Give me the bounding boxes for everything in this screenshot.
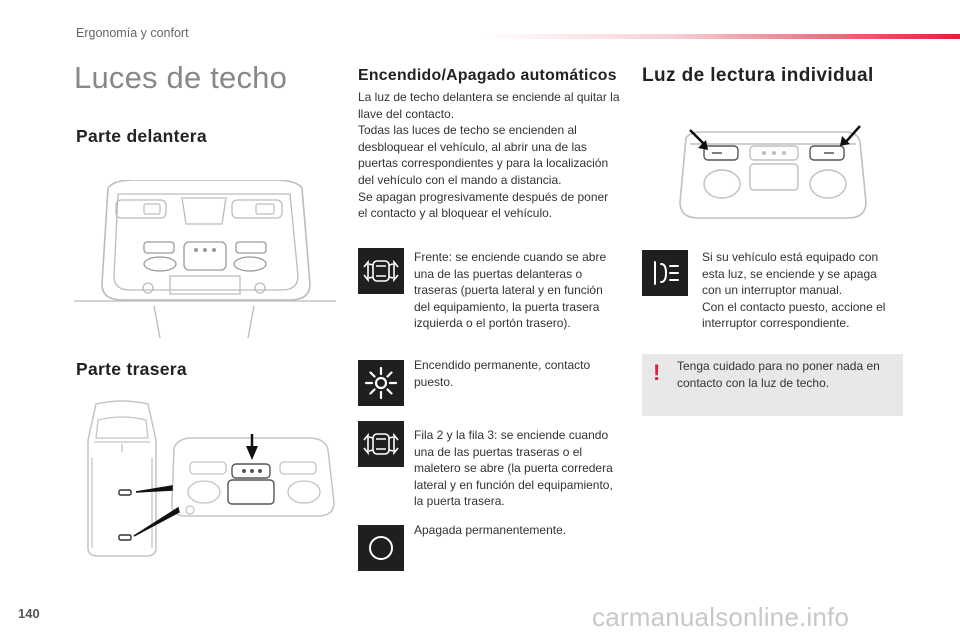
mode-off-text: Apagada permanentemente. bbox=[414, 523, 567, 537]
reading-heading: Luz de lectura individual bbox=[642, 65, 874, 86]
car-doors-icon bbox=[358, 421, 404, 467]
front-heading: Parte delantera bbox=[76, 126, 207, 146]
reading-p2: Con el contacto puesto, accione el interruptor correspondiente. bbox=[702, 299, 886, 331]
page-title: Luces de techo bbox=[74, 60, 288, 95]
mode-front-text: Frente: se enciende cuando se abre una de las puertas delanteras o traseras (puerta lateral y en función del equipamiento, la puerta trasera izquierda o el portón trasero). bbox=[414, 250, 607, 331]
rear-heading: Parte trasera bbox=[76, 359, 187, 379]
header-accent-bar bbox=[480, 34, 960, 39]
car-doors-icon bbox=[358, 248, 404, 294]
auto-p1: La luz de techo delantera se enciende al quitar la llave del contacto. bbox=[358, 90, 620, 121]
off-circle-icon bbox=[358, 525, 404, 571]
warning-icon: ! bbox=[653, 360, 661, 385]
auto-heading: Encendido/Apagado automáticos bbox=[358, 67, 617, 84]
rear-ceiling-light-illustration bbox=[82, 398, 338, 558]
reading-description bbox=[702, 249, 898, 332]
page-number: 140 bbox=[18, 606, 40, 621]
reading-light-illustration bbox=[676, 122, 868, 222]
auto-p2: Todas las luces de techo se encienden al desbloquear el vehículo, al abrir una de las puertas correspondientes y para la localización del vehículo con el mando a distancia. bbox=[358, 123, 609, 187]
section-label: Ergonomía y confort bbox=[76, 26, 189, 40]
sun-light-icon bbox=[358, 360, 404, 406]
mode-rows-text: Fila 2 y la fila 3: se enciende cuando una de las puertas traseras o el maletero se abre (la puerta corredera lateral y en función del equipamiento, la puerta trasera. bbox=[414, 428, 613, 509]
auto-p3: Se apagan progresivamente después de poner el contacto y al bloquear el vehículo. bbox=[358, 189, 609, 221]
warning-text: Tenga cuidado para no poner nada en contacto con la luz de techo. bbox=[677, 359, 880, 390]
watermark: carmanualsonline.info bbox=[592, 602, 850, 632]
front-ceiling-light-illustration bbox=[74, 180, 336, 338]
auto-description bbox=[358, 89, 620, 222]
mode-permanent-text: Encendido permanente, contacto puesto. bbox=[414, 358, 591, 389]
reading-p1: Si su vehículo está equipado con esta luz, se enciende y se apaga con un interruptor manual. bbox=[702, 250, 879, 298]
reading-lamp-icon bbox=[642, 250, 688, 296]
